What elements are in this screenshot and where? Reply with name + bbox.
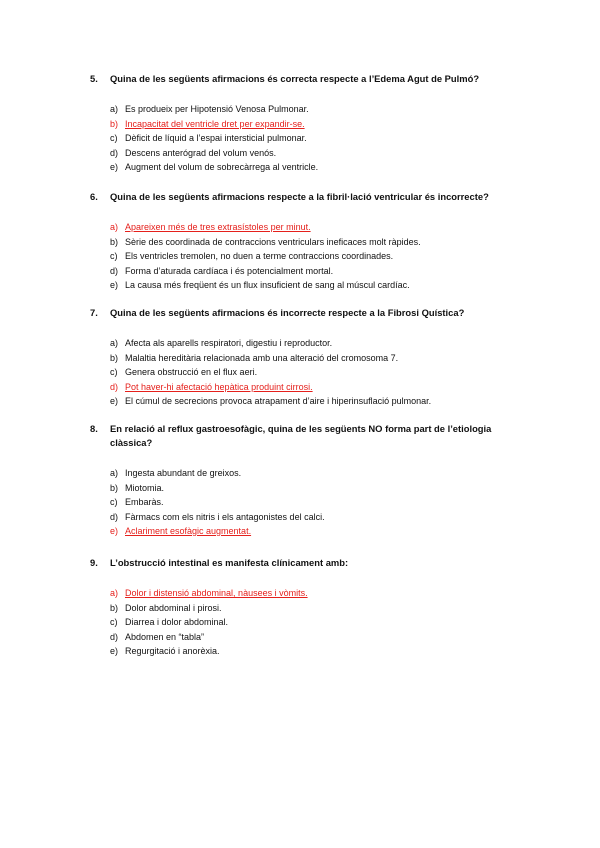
- option-letter: d): [110, 265, 119, 276]
- option-a: [110, 102, 520, 117]
- question-6: [90, 190, 520, 293]
- question-heading: [90, 306, 520, 320]
- option-d: [110, 510, 520, 525]
- option-letter: e): [110, 396, 119, 406]
- option-letter: d): [110, 381, 119, 392]
- option-d: [110, 630, 520, 645]
- option-text: Forma d’aturada cardíaca i és potencialment mortal.: [125, 265, 334, 276]
- option-letter: b): [110, 236, 119, 247]
- option-c: [110, 131, 520, 146]
- option-a: [110, 336, 520, 351]
- question-number: 9.: [90, 557, 98, 568]
- question-5: [90, 72, 520, 175]
- option-text: Es produeix per Hipotensió Venosa Pulmonar.: [125, 104, 309, 114]
- question-number: 8.: [90, 423, 98, 434]
- option-e-correct: [110, 524, 520, 539]
- question-heading: [90, 72, 520, 86]
- option-letter: b): [110, 602, 119, 613]
- option-text: Fàrmacs com els nitris i els antagonistes del calci.: [125, 511, 325, 522]
- option-letter: e): [110, 646, 119, 656]
- option-letter: a): [110, 468, 119, 478]
- question-8: [90, 422, 520, 539]
- option-b: [110, 481, 520, 496]
- option-text: Ingesta abundant de greixos.: [125, 468, 242, 478]
- option-a-correct: [110, 220, 520, 235]
- option-e: [110, 644, 520, 659]
- question-text: L’obstrucció intestinal es manifesta clínicament amb:: [110, 557, 349, 568]
- option-letter: a): [110, 588, 119, 598]
- option-a: [110, 466, 520, 481]
- question-heading: [90, 190, 520, 204]
- option-text: Dèficit de líquid a l’espai intersticial pulmonar.: [125, 133, 307, 143]
- option-e: [110, 278, 520, 293]
- option-list: [110, 466, 520, 539]
- option-b: [110, 601, 520, 616]
- question-number: 7.: [90, 307, 98, 318]
- option-d: [110, 146, 520, 161]
- question-number: 6.: [90, 191, 98, 202]
- option-c: [110, 249, 520, 264]
- option-text: Els ventricles tremolen, no duen a terme contraccions coordinades.: [125, 251, 394, 261]
- option-text: Incapacitat del ventricle dret per expandir-se.: [125, 118, 305, 129]
- option-letter: d): [110, 631, 119, 642]
- option-list: [110, 220, 520, 293]
- question-number: 5.: [90, 73, 98, 84]
- option-text: Dolor i distensió abdominal, nàusees i vòmits.: [125, 588, 308, 598]
- option-text: Apareixen més de tres extrasístoles per minut.: [125, 222, 311, 232]
- question-heading: [90, 556, 520, 570]
- option-a-correct: [110, 586, 520, 601]
- option-b: [110, 235, 520, 250]
- option-text: Genera obstrucció en el flux aeri.: [125, 367, 258, 377]
- question-text: En relació al reflux gastroesofàgic, quina de les següents NO forma part de l’etiologia clàssica?: [110, 423, 492, 448]
- option-letter: e): [110, 280, 119, 290]
- option-letter: e): [110, 162, 119, 172]
- option-list: [110, 102, 520, 175]
- option-letter: e): [110, 526, 119, 536]
- option-c: [110, 365, 520, 380]
- option-b: [110, 351, 520, 366]
- option-letter: c): [110, 617, 118, 627]
- option-d-correct: [110, 380, 520, 395]
- option-letter: c): [110, 497, 118, 507]
- option-e: [110, 394, 520, 409]
- option-letter: d): [110, 511, 119, 522]
- question-text: Quina de les següents afirmacions és correcta respecte a l’Edema Agut de Pulmó?: [110, 73, 480, 84]
- option-e: [110, 160, 520, 175]
- option-letter: c): [110, 133, 118, 143]
- option-letter: a): [110, 222, 119, 232]
- option-text: Afecta als aparells respiratori, digestiu i reproductor.: [125, 338, 333, 348]
- option-text: Diarrea i dolor abdominal.: [125, 617, 229, 627]
- option-b-correct: [110, 117, 520, 132]
- option-letter: b): [110, 118, 119, 129]
- option-letter: b): [110, 352, 119, 363]
- option-text: Sèrie des coordinada de contraccions ventriculars ineficaces molt ràpides.: [125, 236, 421, 247]
- option-text: La causa més freqüent és un flux insuficient de sang al múscul cardíac.: [125, 280, 410, 290]
- option-letter: b): [110, 482, 119, 493]
- option-text: Regurgitació i anorèxia.: [125, 646, 220, 656]
- option-text: El cúmul de secrecions provoca atrapament d’aire i hiperinsuflació pulmonar.: [125, 396, 432, 406]
- option-letter: a): [110, 104, 119, 114]
- question-text: Quina de les següents afirmacions respecte a la fibril·lació ventricular és incorrecte?: [110, 191, 489, 202]
- option-letter: c): [110, 251, 118, 261]
- option-d: [110, 264, 520, 279]
- option-text: Augment del volum de sobrecàrrega al ventricle.: [125, 162, 319, 172]
- option-list: [110, 336, 520, 409]
- option-letter: d): [110, 147, 119, 158]
- option-text: Abdomen en “tabla”: [125, 631, 205, 642]
- option-text: Embaràs.: [125, 497, 164, 507]
- option-text: Descens anterógrad del volum venós.: [125, 147, 277, 158]
- question-7: [90, 306, 520, 409]
- option-text: Pot haver-hi afectació hepàtica produint cirrosi.: [125, 381, 313, 392]
- question-text: Quina de les següents afirmacions és incorrecte respecte a la Fibrosi Quística?: [110, 307, 465, 318]
- option-c: [110, 615, 520, 630]
- question-heading: [90, 422, 520, 450]
- option-text: Dolor abdominal i pirosi.: [125, 602, 222, 613]
- option-text: Malaltia hereditària relacionada amb una alteració del cromosoma 7.: [125, 352, 399, 363]
- option-letter: c): [110, 367, 118, 377]
- option-text: Miotomia.: [125, 482, 165, 493]
- option-letter: a): [110, 338, 119, 348]
- option-text: Aclariment esofàgic augmentat.: [125, 526, 252, 536]
- question-9: [90, 556, 520, 659]
- option-c: [110, 495, 520, 510]
- option-list: [110, 586, 520, 659]
